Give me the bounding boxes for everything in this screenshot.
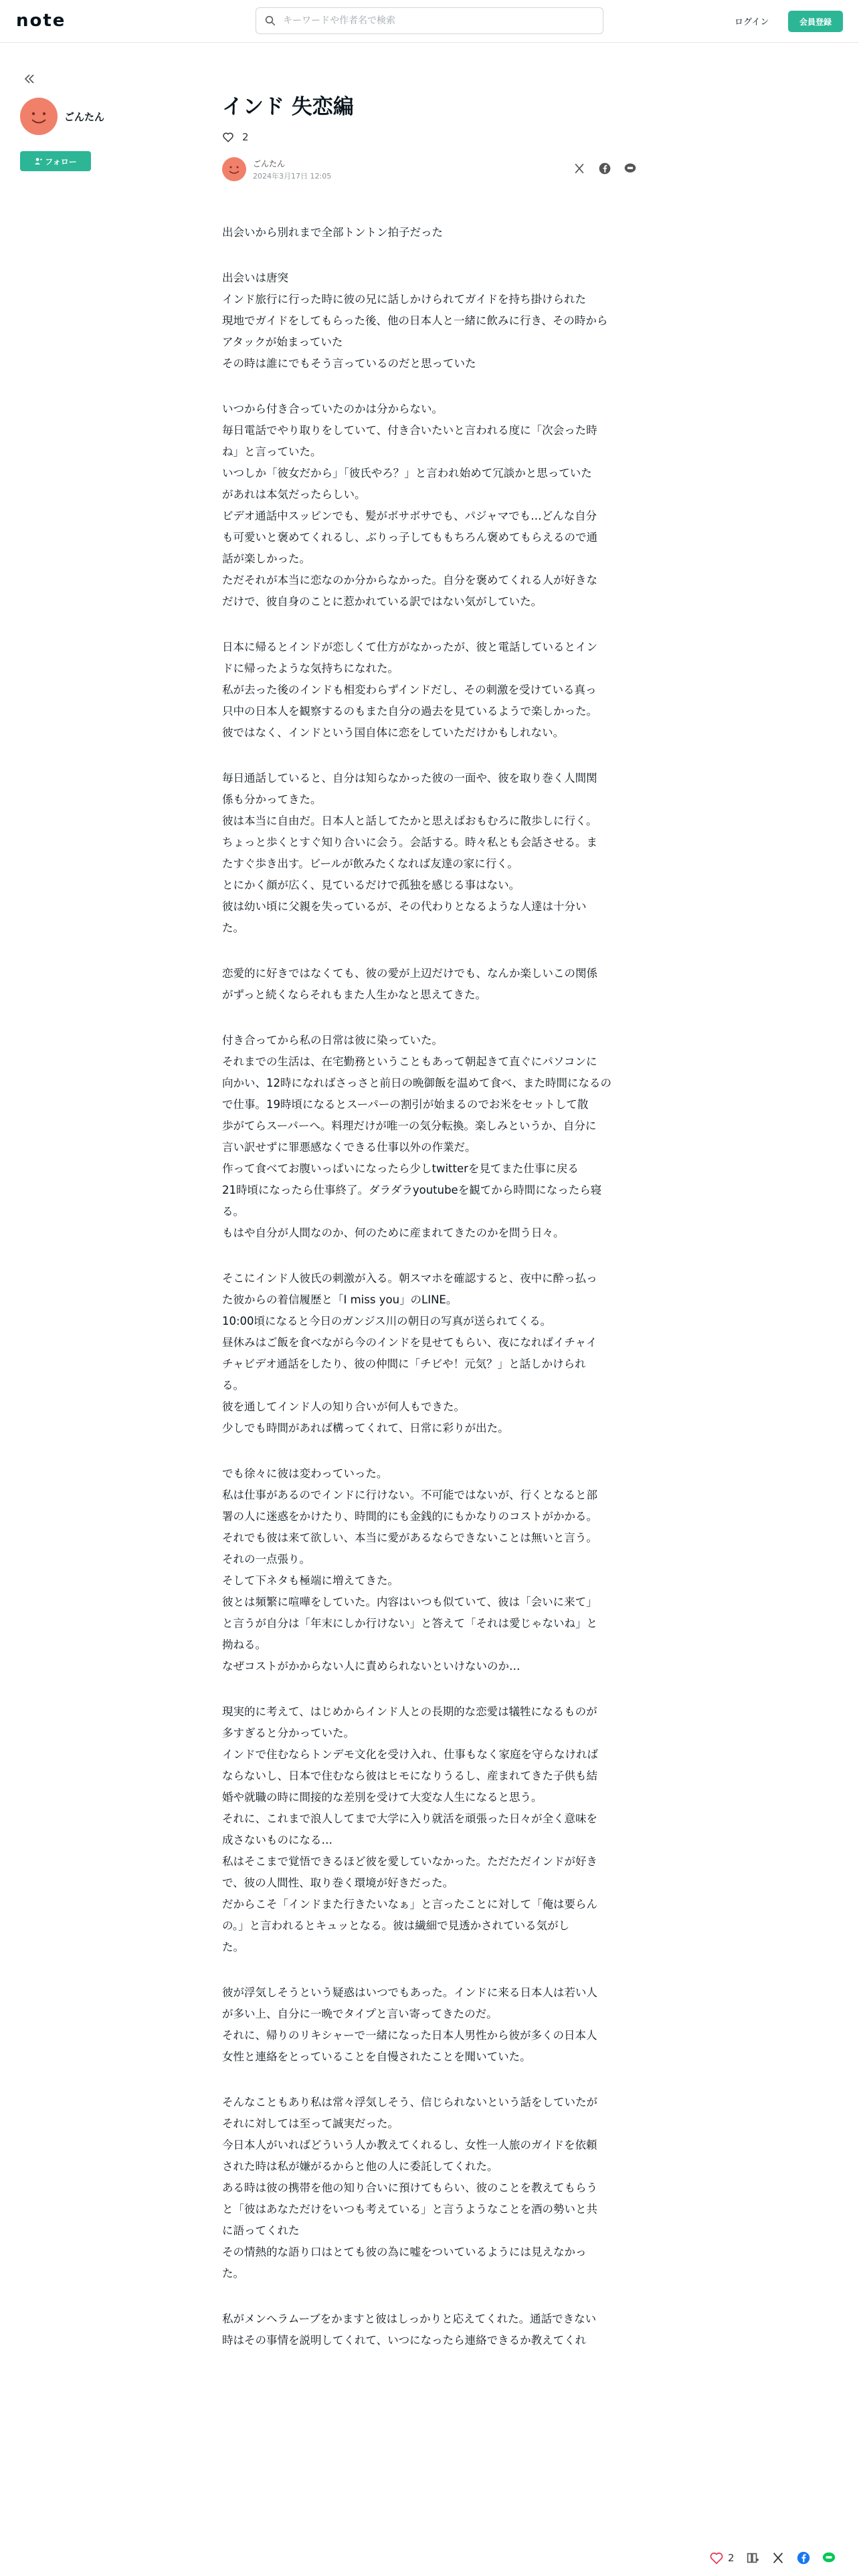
article-paragraph — [222, 222, 637, 243]
paragraph-line: なぜコストがかからない人に責められないといけないのか… — [222, 1660, 520, 1673]
x-share-icon[interactable] — [771, 2551, 785, 2565]
paragraph-line: でも徐々に彼は変わっていった。 — [222, 1467, 388, 1480]
paragraph-line: 彼とは頻繁に喧嘩をしていた。内容はいつも似ていて、彼は「会いに来て」 — [222, 1596, 597, 1608]
paragraph-line: の。」と言われるとキュッとなる。彼は繊細で見透かされている気がし — [222, 1919, 570, 1932]
article-paragraph — [222, 1701, 637, 1958]
paragraph-line: インド旅行に行った時に彼の兄に話しかけられてガイドを持ち掛けられた — [222, 293, 587, 306]
paragraph-line: 日本に帰るとインドが恋しくて仕方がなかったが、彼と電話しているとイン — [222, 641, 597, 653]
note-logo[interactable]: note — [16, 11, 66, 31]
paragraph-line: で仕事。19時頃になるとスーパーの割引が始まるのでお米をセットして散 — [222, 1098, 589, 1111]
paragraph-line: とにかく顔が広く、見ているだけで孤独を感じる事はない。 — [222, 879, 520, 891]
paragraph-line: それに、帰りのリキシャーで一緒になった日本人男性から彼が多くの日本人 — [222, 2029, 597, 2042]
paragraph-line: された時は私が嫌がるからと他の人に委託してくれた。 — [222, 2160, 498, 2173]
paragraph-line: た。 — [222, 1941, 244, 1953]
publish-date: 2024年3月17日 12:05 — [253, 171, 332, 181]
author-row — [222, 155, 637, 183]
search-input[interactable] — [283, 15, 591, 26]
article-paragraph — [222, 1268, 637, 1439]
paragraph-line: ビデオ通話中スッピンでも、髪がボサボサでも、パジャマでも…どんな自分 — [222, 510, 597, 522]
paragraph-line: それまでの生活は、在宅勤務ということもあって朝起きて直ぐにパソコンに — [222, 1055, 597, 1068]
article-body — [222, 222, 637, 2351]
paragraph-line: 私が去った後のインドも相変わらずインドだし、その刺激を受けている真っ — [222, 683, 597, 696]
paragraph-line: た彼からの着信履歴と「I miss you」のLINE。 — [222, 1293, 458, 1306]
paragraph-line: 恋愛的に好きではなくても、彼の愛が上辺だけでも、なんか楽しいこの関係 — [222, 967, 597, 980]
paragraph-line: 彼ではなく、インドという国自体に恋をしていただけかもしれない。 — [222, 726, 565, 739]
heart-icon[interactable] — [709, 2551, 724, 2565]
paragraph-line: いつしか「彼女だから」「彼氏やろ？」と言われ始めて冗談かと思っていた — [222, 467, 592, 479]
paragraph-line: 昼休みはご飯を食べながら今のインドを見せてもらい、夜になればイチャイ — [222, 1336, 597, 1349]
paragraph-line: だからこそ「インドまた行きたいなぁ」と言ったことに対して「俺は要らん — [222, 1898, 597, 1911]
paragraph-line: 婚や就職の時に間接的な差別を受けて大変な人生になると思う。 — [222, 1791, 543, 1804]
paragraph-line: 現実的に考えて、はじめからインド人との長期的な恋愛は犠牲になるものが — [222, 1705, 597, 1718]
paragraph-line: 私がメンヘラムーブをかますと彼はしっかりと応えてくれた。通話できない — [222, 2313, 597, 2325]
floating-like-count[interactable]: 2 — [728, 2552, 735, 2564]
follow-button[interactable] — [20, 151, 91, 171]
paragraph-line: 少しでも時間があれば構ってくれて、日常に彩りが出た。 — [222, 1422, 509, 1434]
paragraph-line: ならないし、日本で住むなら彼はヒモになりうるし、産まれてきた子供も結 — [222, 1769, 597, 1782]
facebook-share-icon[interactable] — [796, 2551, 811, 2565]
paragraph-line: 毎日電話でやり取りをしていて、付き合いたいと言われる度に「次会った時 — [222, 424, 597, 437]
x-share-icon[interactable] — [573, 162, 586, 175]
paragraph-line: が多い上、自分に一晩でタイプと言い寄ってきたのだ。 — [222, 2008, 498, 2020]
article-paragraph — [222, 1982, 637, 2068]
paragraph-line: と言うが自分は「年末にしか行けない」と答えて「それは愛じゃないね」と — [222, 1617, 597, 1630]
follow-label: フォロー — [45, 156, 77, 167]
paragraph-line: 拗ねる。 — [222, 1638, 266, 1651]
article-paragraph — [222, 2309, 637, 2351]
paragraph-line: があれは本気だったらしい。 — [222, 488, 366, 501]
paragraph-line: それの一点張り。 — [222, 1553, 310, 1566]
paragraph-line: 毎日通話していると、自分は知らなかった彼の一面や、彼を取り巻く人間関 — [222, 772, 597, 784]
paragraph-line: いつから付き合っていたのかは分からない。 — [222, 403, 443, 415]
paragraph-line: 向かい、12時になればさっさと前日の晩御飯を温めて食べ、また時間になるの — [222, 1077, 611, 1089]
add-user-icon — [34, 157, 42, 165]
paragraph-line: た。 — [222, 2267, 244, 2280]
paragraph-line: その時は誰にでもそう言っているのだと思っていた — [222, 357, 476, 370]
paragraph-line: 只中の日本人を観察するのもまた自分の過去を見ているようで楽しかった。 — [222, 705, 597, 718]
paragraph-line: 彼が浮気しそうという疑惑はいつでもあった。インドに来る日本人は若い人 — [222, 1986, 597, 1999]
paragraph-line: 付き合ってから私の日常は彼に染っていた。 — [222, 1034, 443, 1047]
paragraph-line: 10:00頃になると今日のガンジス川の朝日の写真が送られてくる。 — [222, 1315, 552, 1327]
like-count[interactable]: 2 — [242, 131, 249, 143]
paragraph-line: たすぐ歩き出す。ビールが飲みたくなれば友達の家に行く。 — [222, 857, 518, 870]
article-paragraph — [222, 768, 637, 939]
paragraph-line: 出会いから別れまで全部トントン拍子だった — [222, 226, 443, 239]
author-avatar-small[interactable] — [222, 157, 246, 181]
article — [222, 91, 637, 2375]
paragraph-line: そこにインド人彼氏の刺激が入る。朝スマホを確認すると、夜中に酔っ払っ — [222, 1272, 597, 1285]
paragraph-line: る。 — [222, 1205, 244, 1218]
paragraph-line: た。 — [222, 922, 244, 934]
paragraph-line: 歩がてらスーパーへ。料理だけが唯一の気分転換。楽しみというか、自分に — [222, 1119, 597, 1132]
author-meta — [253, 158, 331, 181]
paragraph-line: もはや自分が人間なのか、何のために産まれてきたのかを問う日々。 — [222, 1226, 565, 1239]
paragraph-line: そして下ネタも極端に増えてきた。 — [222, 1574, 399, 1587]
author-avatar[interactable] — [20, 98, 58, 135]
heart-icon[interactable] — [222, 131, 234, 143]
paragraph-line: それでも彼は来て欲しい、本当に愛があるならできないことは無いと言う。 — [222, 1531, 597, 1544]
paragraph-line: インドで住むならトンデモ文化を受け入れ、仕事もなく家庭を守らなければ — [222, 1748, 598, 1761]
article-paragraph — [222, 1463, 637, 1677]
line-share-icon[interactable] — [822, 2551, 836, 2565]
paragraph-line: 今日本人がいればどういう人か教えてくれるし、女性一人旅のガイドを依頼 — [222, 2139, 597, 2151]
paragraph-line: 私は仕事があるのでインドに行けない。不可能ではないが、行くとなると部 — [222, 1489, 597, 1501]
paragraph-line: で、彼の人間性、取り巻く環境が好きだった。 — [222, 1876, 454, 1889]
paragraph-line: アタックが始まっていた — [222, 336, 343, 348]
paragraph-line: チャビデオ通話をしたり、彼の仲間に「チビや！元気？」と話しかけられ — [222, 1358, 586, 1370]
author-name[interactable]: ごんたん — [253, 158, 286, 169]
paragraph-line: ただそれが本当に恋なのか分からなかった。自分を褒めてくれる人が好きな — [222, 574, 597, 586]
paragraph-line: 言い訳せずに罪悪感なくできる仕事以外の作業だ。 — [222, 1141, 476, 1154]
floating-action-bar — [709, 2548, 836, 2568]
paragraph-line: 私はそこまで覚悟できるほど彼を愛していなかった。ただただインドが好き — [222, 1855, 597, 1868]
collapse-sidebar-icon[interactable] — [23, 72, 36, 86]
likes-row — [222, 131, 637, 143]
paragraph-line: 彼を通してインド人の知り合いが何人もできた。 — [222, 1400, 465, 1413]
article-paragraph — [222, 399, 637, 613]
search-box[interactable] — [256, 7, 603, 34]
signup-button[interactable]: 会員登録 — [788, 11, 843, 32]
paragraph-line: ちょっと歩くとすぐ知り合いに会う。会話する。時々私とも会話させる。ま — [222, 836, 597, 849]
paragraph-line: そんなこともあり私は常々浮気しそう、信じられないという話をしていたが — [222, 2096, 597, 2109]
paragraph-line: 多すぎると分かっていた。 — [222, 1727, 355, 1739]
article-paragraph — [222, 637, 637, 744]
paragraph-line: 話が楽しかった。 — [222, 552, 310, 565]
article-title: インド 失恋編 — [222, 95, 354, 119]
paragraph-line: 現地でガイドをしてもらった後、他の日本人と一緒に飲みに行き、その時から — [222, 314, 608, 327]
paragraph-line: 作って食べてお腹いっぱいになったら少しtwitterを見てまた仕事に戻る — [222, 1162, 579, 1175]
article-paragraph — [222, 963, 637, 1006]
share-icons — [573, 162, 637, 175]
paragraph-line: と「彼はあなただけをいつも考えている」と言うようなことを酒の勢いと共 — [222, 2203, 597, 2216]
facebook-share-icon[interactable] — [598, 162, 611, 175]
paragraph-line: ね」と言っていた。 — [222, 445, 322, 458]
paragraph-line: に語ってくれた — [222, 2224, 300, 2237]
sidebar-author-name[interactable]: ごんたん — [64, 111, 105, 123]
paragraph-line: 女性と連絡をとっていることを自慢されたことを聞いていた。 — [222, 2050, 531, 2063]
paragraph-line: だけで、彼自身のことに惹かれている訳ではない気がしていた。 — [222, 595, 543, 608]
paragraph-line: る。 — [222, 1379, 244, 1392]
magazine-add-icon[interactable] — [745, 2551, 760, 2565]
paragraph-line: 係も分かってきた。 — [222, 793, 322, 806]
article-paragraph — [222, 1030, 637, 1244]
line-share-icon[interactable] — [624, 162, 637, 175]
paragraph-line: 時はその事情を説明してくれて、いつになったら連絡できるか教えてくれ — [222, 2334, 587, 2347]
login-link[interactable]: ログイン — [735, 17, 769, 27]
paragraph-line: その情熱的な語り口はとても彼の為に嘘をついているようには見えなかっ — [222, 2246, 587, 2258]
paragraph-line: それに対しては至って誠実だった。 — [222, 2117, 399, 2130]
paragraph-line: ある時は彼の携帯を他の知り合いに預けてもらい、彼のことを教えてもらう — [222, 2181, 597, 2194]
paragraph-line: 彼は本当に自由だ。日本人と話してたかと思えばおもむろに散歩しに行く。 — [222, 815, 597, 827]
article-paragraph — [222, 267, 637, 374]
paragraph-line: 署の人に迷惑をかけたり、時間的にも金銭的にもかなりのコストがかかる。 — [222, 1510, 597, 1523]
paragraph-line: ドに帰ったような気持ちになれた。 — [222, 662, 399, 675]
paragraph-line: がずっと続くならそれもまた人生かなと思えてきた。 — [222, 988, 487, 1001]
search-icon — [264, 15, 276, 27]
paragraph-line: 出会いは唐突 — [222, 272, 288, 284]
paragraph-line: も可愛いと褒めてくれるし、ぶりっ子してももちろん褒めてもらえるので通 — [222, 531, 597, 544]
paragraph-line: それに、これまで浪人してまで大学に入り就活を頑張った日々が全く意味を — [222, 1812, 597, 1825]
paragraph-line: 21時頃になったら仕事終了。ダラダラyoutubeを観てから時間になったら寝 — [222, 1184, 602, 1196]
paragraph-line: 成さないものになる… — [222, 1834, 332, 1846]
article-paragraph — [222, 2092, 637, 2284]
site-header — [0, 0, 859, 43]
paragraph-line: 彼は幼い頃に父親を失っているが、その代わりとなるような人達は十分い — [222, 900, 587, 913]
